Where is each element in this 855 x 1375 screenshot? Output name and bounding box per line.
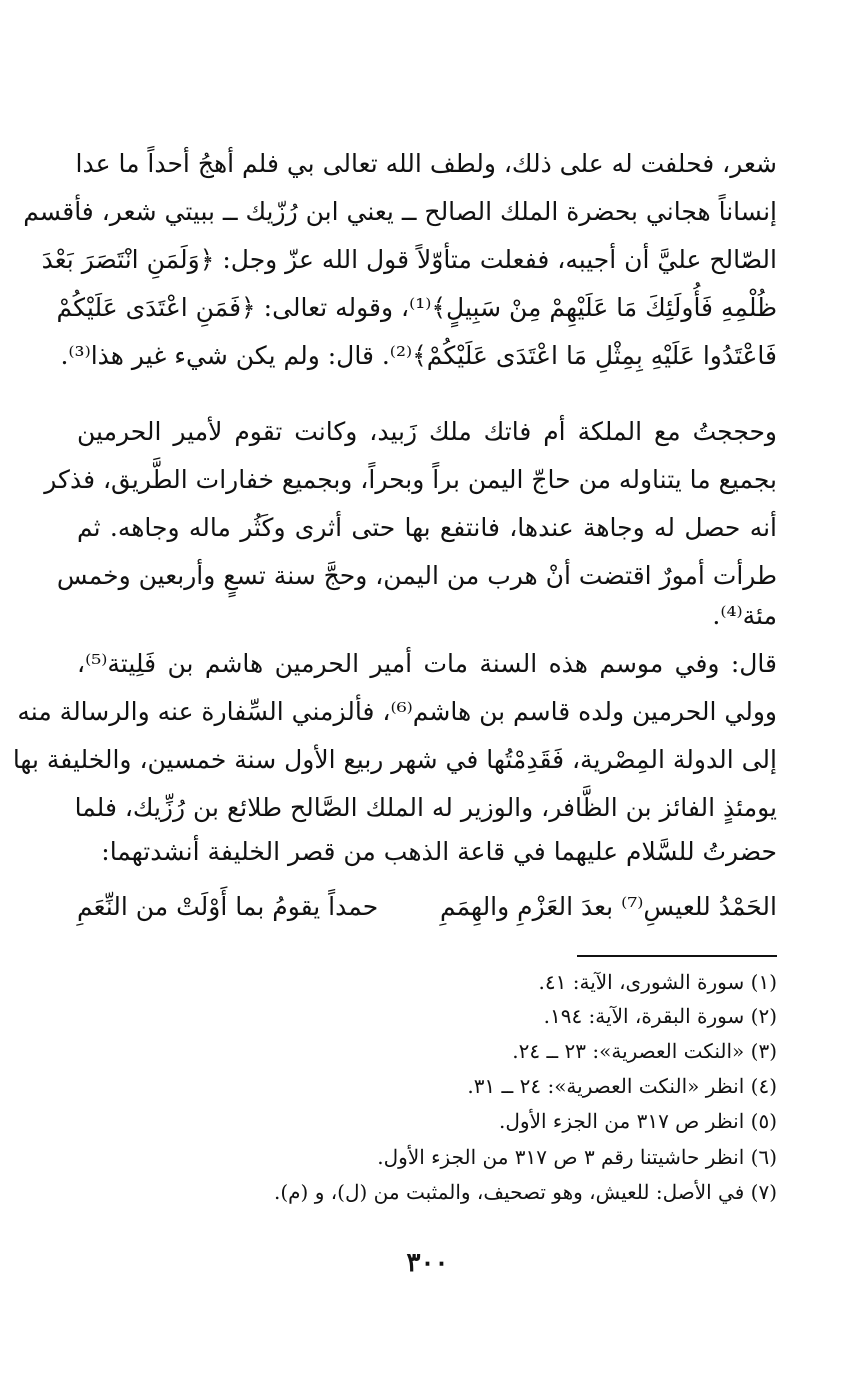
text-line: إنساناً هجاني بحضرة الملك الصالح ــ يعني ابن رُزّيك ــ ببيتي شعر، فأقسم	[23, 197, 777, 226]
footnote: (٧) في الأصل: للعيش، وهو تصحيف، والمثبت من (ل)، و (م).	[273, 1180, 777, 1204]
verse-first-hemistich: الحَمْدُ للعيسِ⁽⁷⁾ بعدَ العَزْمِ والهِمَمِ	[439, 892, 777, 921]
footnote: (٤) انظر «النكت العصرية»: ٢٤ ــ ٣١.	[467, 1074, 777, 1098]
footnote: (٦) انظر حاشيتنا رقم ٣ ص ٣١٧ من الجزء الأول.	[377, 1145, 777, 1169]
text-line: الصّالح عليَّ أن أجيبه، ففعلت متأوّلاً قول الله عزّ وجل: ﴿وَلَمَنِ انْتَصَرَ بَعْدَ	[41, 245, 777, 274]
text-line: أنه حصل له وجاهة عندها، فانتفع بها حتى أثرى وكَثُر ماله وجاهه. ثم	[77, 513, 777, 542]
footnote: (٥) انظر ص ٣١٧ من الجزء الأول.	[499, 1109, 777, 1133]
footnote: (١) سورة الشورى، الآية: ٤١.	[538, 970, 777, 994]
text-line: طرأت أمورٌ اقتضت أنْ هرب من اليمن، وحجَّ سنة تسعٍ وأربعين وخمس	[56, 561, 777, 590]
text-line: وولي الحرمين ولده قاسم بن هاشم⁽⁶⁾، فألزمني السِّفارة عنه والرسالة منه	[17, 697, 777, 726]
footnote: (٢) سورة البقرة، الآية: ١٩٤.	[543, 1004, 777, 1028]
text-line: شعر، فحلفت له على ذلك، ولطف الله تعالى بي فلم أهجُ أحداً ما عدا	[75, 149, 777, 178]
footnote: (٣) «النكت العصرية»: ٢٣ ــ ٢٤.	[512, 1039, 777, 1063]
text-line: يومئذٍ الفائز بن الظَّافر، والوزير له الملك الصَّالح طلائع بن رُزِّيك، فلما	[74, 793, 777, 822]
page-number: ٣٠٠	[406, 1248, 449, 1278]
verse-second-hemistich: حمداً يقومُ بما أَوْلَتْ من النِّعَمِ	[77, 892, 379, 921]
text-line: بجميع ما يتناوله من حاجّ اليمن براً وبحراً، وبجميع خفارات الطَّريق، فذكر	[44, 465, 777, 494]
text-line: ظُلْمِهِ فَأُولَئِكَ مَا عَلَيْهِمْ مِنْ سَبِيلٍ﴾⁽¹⁾، وقوله تعالى: ﴿فَمَنِ اعْتَدَى عَلَيْكُمْ	[56, 293, 777, 322]
text-line: فَاعْتَدُوا عَلَيْهِ بِمِثْلِ مَا اعْتَدَى عَلَيْكُمْ﴾⁽²⁾. قال: ولم يكن شيء غير هذا⁽³⁾.	[60, 341, 777, 370]
poem-verse	[77, 885, 777, 929]
text-line: حضرتُ للسَّلام عليهما في قاعة الذهب من قصر الخليفة أنشدتهما:	[101, 837, 777, 866]
footnote-separator	[577, 955, 777, 957]
text-line: إلى الدولة المِصْرية، فَقَدِمْتُها في شهر ربيع الأول سنة خمسين، والخليفة بها	[12, 745, 777, 774]
text-line: مئة⁽⁴⁾.	[712, 601, 777, 630]
text-line: وحججتُ مع الملكة أم فاتك ملك زَبيد، وكانت تقوم لأمير الحرمين	[77, 417, 777, 446]
text-line: قال: وفي موسم هذه السنة مات أمير الحرمين هاشم بن فَلِيتة⁽⁵⁾،	[77, 649, 777, 678]
